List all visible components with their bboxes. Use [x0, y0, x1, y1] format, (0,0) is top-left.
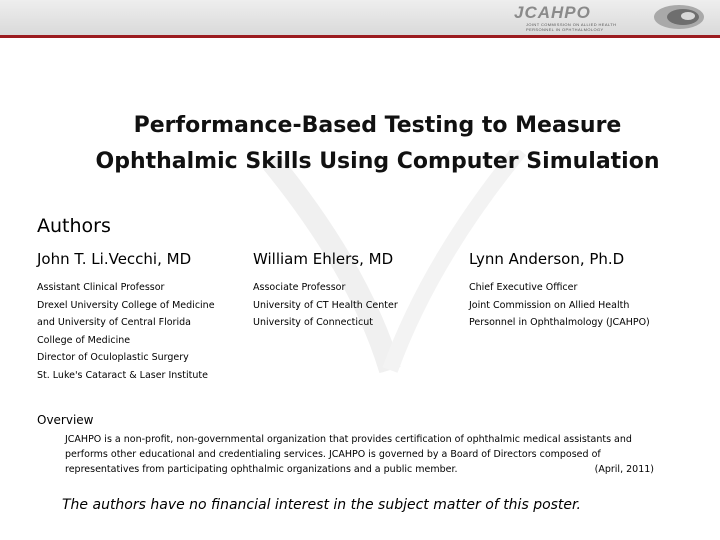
overview-line: performs other educational and credentialing services. JCAHPO is governed by a Board of Directors composed of — [65, 449, 601, 460]
poster-title — [60, 108, 695, 180]
overview-line: representatives from participating ophthalmic organizations and a public member. — [65, 464, 458, 475]
author-block — [253, 249, 468, 332]
title-line: Ophthalmic Skills Using Computer Simulation — [95, 149, 660, 174]
logo-tagline: PERSONNEL IN OPHTHALMOLOGY — [526, 27, 604, 32]
overview-line: JCAHPO is a non-profit, non-governmental organization that provides certification of ophthalmic medical assistants and — [65, 434, 632, 445]
affiliation-line: Personnel in Ophthalmology (JCAHPO) — [469, 317, 650, 328]
affiliation-line: University of CT Health Center — [253, 299, 398, 311]
author-name: John T. Li.Vecchi, MD — [37, 250, 192, 268]
author-block — [37, 249, 252, 384]
title-line: Performance-Based Testing to Measure — [133, 113, 622, 138]
author-affiliation — [37, 279, 252, 384]
affiliation-line: College of Medicine — [37, 334, 131, 346]
affiliation-line: Chief Executive Officer — [469, 282, 578, 293]
author-name: William Ehlers, MD — [253, 250, 394, 268]
author-name: Lynn Anderson, Ph.D — [469, 250, 625, 268]
logo-wordmark: JCAHPO — [514, 3, 591, 22]
logo-tagline: JOINT COMMISSION ON ALLIED HEALTH — [526, 22, 617, 27]
affiliation-line: St. Luke's Cataract & Laser Institute — [37, 369, 208, 381]
logo-swoosh-icon — [652, 2, 706, 32]
author-affiliation — [469, 279, 684, 332]
affiliation-line: Director of Oculoplastic Surgery — [37, 352, 189, 363]
overview-text — [65, 432, 660, 477]
affiliation-line: and University of Central Florida — [37, 317, 191, 328]
author-block — [469, 249, 684, 332]
overview-date: (April, 2011) — [594, 464, 654, 475]
jcahpo-logo — [514, 2, 706, 32]
authors-heading: Authors — [37, 215, 111, 237]
affiliation-line: Assistant Clinical Professor — [37, 282, 165, 293]
header-rule — [0, 35, 720, 38]
affiliation-line: University of Connecticut — [253, 317, 374, 328]
affiliation-line: Joint Commission on Allied Health — [469, 299, 630, 311]
affiliation-line: Associate Professor — [253, 282, 346, 293]
disclaimer: The authors have no financial interest in the subject matter of this poster. — [62, 497, 581, 513]
author-affiliation — [253, 279, 468, 332]
affiliation-line: Drexel University College of Medicine — [37, 299, 215, 311]
overview-heading: Overview — [37, 413, 94, 427]
